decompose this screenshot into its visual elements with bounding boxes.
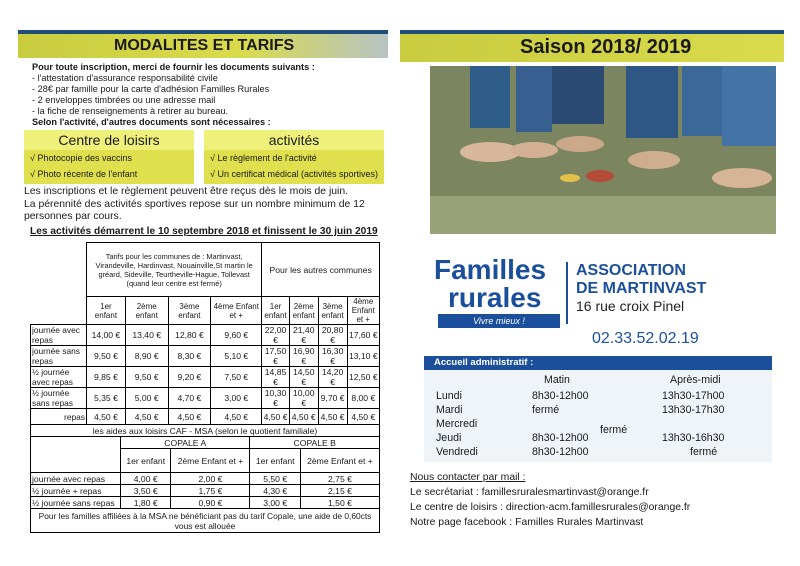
price-cell: 22,00 € <box>262 325 289 346</box>
day-label: Vendredi <box>436 446 478 458</box>
col-header: 2ème enfant <box>125 297 168 325</box>
activites-item: √ Le règlement de l'activité <box>210 153 317 163</box>
afternoon-hours: 13h30-17h00 <box>662 390 725 402</box>
price-cell: 9,60 € <box>211 325 262 346</box>
aide-cell: 2,15 € <box>300 485 379 497</box>
col-header: 1er enfant <box>87 297 126 325</box>
col-header: 2ème Enfant et + <box>171 449 250 473</box>
autres-communes-header: Pour les autres communes <box>262 243 380 297</box>
tarifs-table <box>30 242 380 425</box>
price-cell: 14,85 € <box>262 367 289 388</box>
col-header: 2ème enfant <box>289 297 318 325</box>
price-cell: 12,80 € <box>168 325 211 346</box>
price-cell: 12,50 € <box>347 367 379 388</box>
price-cell: 5,10 € <box>211 346 262 367</box>
centre-loisirs-title: Centre de loisirs <box>24 130 194 150</box>
price-cell: 5,00 € <box>125 388 168 409</box>
aide-cell: 0,90 € <box>171 497 250 509</box>
price-cell: 17,50 € <box>262 346 289 367</box>
col-header: 1er enfant <box>121 449 171 473</box>
children-feet-photo <box>430 66 776 234</box>
price-cell: 4,50 € <box>318 409 347 425</box>
activites-box <box>204 130 384 184</box>
price-cell: 8,90 € <box>125 346 168 367</box>
price-cell: 17,60 € <box>347 325 379 346</box>
price-cell: 20,80 € <box>318 325 347 346</box>
aides-table <box>30 424 380 533</box>
table-row <box>31 367 380 388</box>
logo-separator <box>566 262 568 324</box>
season-dates: Les activités démarrent le 10 septembre 2018 et finissent le 30 juin 2019 <box>30 226 378 237</box>
contact-line: Notre page facebook : Familles Rurales Martinvast <box>410 517 644 528</box>
familles-rurales-logo <box>434 254 564 330</box>
aide-cell: 1,75 € <box>171 485 250 497</box>
morning-hours: 8h30-12h00 <box>532 390 589 402</box>
intro-line: Selon l'activité, d'autres documents sont nécessaires : <box>32 117 271 127</box>
centre-loisirs-box <box>24 130 194 184</box>
intro-line: - la fiche de renseignements à retirer au bureau. <box>32 106 229 116</box>
saison-banner <box>400 30 784 62</box>
saison-title: Saison 2018/ 2019 <box>520 36 692 58</box>
morning-hours: 8h30-12h00 <box>532 446 589 458</box>
intro-line: Pour toute inscription, merci de fournir les documents suivants : <box>32 62 315 72</box>
price-cell: 5,35 € <box>87 388 126 409</box>
centre-item: √ Photocopie des vaccins <box>30 153 132 163</box>
logo-rurales: rurales <box>448 282 542 313</box>
association-block <box>576 262 776 314</box>
price-cell: 21,40 € <box>289 325 318 346</box>
price-cell: 16,90 € <box>289 346 318 367</box>
col-header: 3ème enfant <box>168 297 211 325</box>
copale-a-header: COPALE A <box>121 437 250 449</box>
price-cell: 14,00 € <box>87 325 126 346</box>
afternoon-hours: fermé <box>600 424 628 436</box>
row-label: journée sans repas <box>31 346 87 367</box>
accueil-box <box>424 356 772 462</box>
intro-line: - 28€ par famille pour la carte d'adhésion Familles Rurales <box>32 84 270 94</box>
table-row <box>31 409 380 425</box>
row-label: repas <box>31 409 87 425</box>
morning-hours: fermé <box>532 404 560 416</box>
table-row <box>31 485 380 497</box>
assoc-line: DE MARTINVAST <box>576 280 707 297</box>
afternoon-hours: 13h30-17h30 <box>662 404 725 416</box>
aide-cell: 4,30 € <box>250 485 300 497</box>
apres-midi-header: Après-midi <box>670 374 721 386</box>
activites-item: √ Un certificat médical (activités sportives) <box>210 169 378 179</box>
para-line: La pérennité des activités sportives repose sur un nombre minimum de 12 <box>24 198 365 210</box>
para-line: personnes par cours. <box>24 211 122 222</box>
col-header: 4ème Enfant et + <box>211 297 262 325</box>
table-row <box>31 388 380 409</box>
intro-list <box>32 62 372 128</box>
aide-cell: 5,50 € <box>250 473 300 485</box>
morning-hours: 8h30-12h00 <box>532 432 589 444</box>
price-cell: 4,70 € <box>168 388 211 409</box>
row-label: journée avec repas <box>31 473 121 485</box>
day-label: Lundi <box>436 390 462 402</box>
aide-cell: 3,00 € <box>250 497 300 509</box>
price-cell: 9,85 € <box>87 367 126 388</box>
copale-b-header: COPALE B <box>250 437 380 449</box>
row-label: ½ journée avec repas <box>31 367 87 388</box>
aide-cell: 2,75 € <box>300 473 379 485</box>
accueil-title: Accueil administratif : <box>424 356 772 370</box>
price-cell: 4,50 € <box>125 409 168 425</box>
contact-line: Le centre de loisirs : direction-acm.famillesrurales@orange.fr <box>410 502 691 513</box>
price-cell: 8,00 € <box>347 388 379 409</box>
aides-caption: les aides aux loisirs CAF - MSA (selon le quotient familiale) <box>31 425 380 437</box>
afternoon-hours: fermé <box>690 446 718 458</box>
col-header: 4ème Enfant et + <box>347 297 379 325</box>
aide-cell: 2,00 € <box>171 473 250 485</box>
matin-header: Matin <box>544 374 570 386</box>
col-header: 1er enfant <box>250 449 300 473</box>
row-label: ½ journée sans repas <box>31 497 121 509</box>
day-label: Mardi <box>436 404 463 416</box>
msa-note: Pour les familles affiliées à la MSA ne bénéficiant pas du tarif Copale, une aide de 0,60cts vous est allouée <box>31 509 380 533</box>
price-cell: 10,00 € <box>289 388 318 409</box>
price-cell: 4,50 € <box>347 409 379 425</box>
col-header: 3ème enfant <box>318 297 347 325</box>
contact-line: Le secrétariat : famillesruralesmartinvast@orange.fr <box>410 487 649 498</box>
price-cell: 10,30 € <box>262 388 289 409</box>
price-cell: 13,10 € <box>347 346 379 367</box>
price-cell: 4,50 € <box>289 409 318 425</box>
communes-header: Tarifs pour les communes de : Martinvast, Virandeville, Hardinvast, Nouainville,St martin le gréard, Sideville, Teurtheville-Hague, Tollevast (quand leur centre est fermé) <box>87 243 262 297</box>
day-label: Mercredi <box>436 418 478 430</box>
aide-cell: 4,00 € <box>121 473 171 485</box>
assoc-line: ASSOCIATION <box>576 262 686 279</box>
table-row <box>31 346 380 367</box>
contact-title: Nous contacter par mail : <box>410 472 526 483</box>
table-row <box>31 473 380 485</box>
tarifs-banner <box>18 30 388 58</box>
aide-cell: 1,80 € <box>121 497 171 509</box>
price-cell: 9,50 € <box>87 346 126 367</box>
col-header: 1er enfant <box>262 297 289 325</box>
logo-familles: Familles <box>434 254 547 285</box>
logo-tagline: Vivre mieux ! <box>438 314 560 328</box>
centre-item: √ Photo récente de l'enfant <box>30 169 138 179</box>
price-cell: 9,20 € <box>168 367 211 388</box>
aide-cell: 1,50 € <box>300 497 379 509</box>
assoc-address: 16 rue croix Pinel <box>576 298 685 314</box>
row-label: ½ journée + repas <box>31 485 121 497</box>
price-cell: 9,70 € <box>318 388 347 409</box>
aide-cell: 3,50 € <box>121 485 171 497</box>
afternoon-hours: 13h30-16h30 <box>662 432 725 444</box>
documents-columns <box>24 130 384 184</box>
price-cell: 7,50 € <box>211 367 262 388</box>
activites-title: activités <box>204 130 384 150</box>
phone-number: 02.33.52.02.19 <box>592 330 699 347</box>
price-cell: 4,50 € <box>87 409 126 425</box>
price-cell: 14,20 € <box>318 367 347 388</box>
price-cell: 4,50 € <box>168 409 211 425</box>
right-panel <box>400 0 800 566</box>
price-cell: 4,50 € <box>262 409 289 425</box>
intro-line: - 2 enveloppes timbrées ou une adresse mail <box>32 95 216 105</box>
price-cell: 9,50 € <box>125 367 168 388</box>
table-row <box>31 325 380 346</box>
day-label: Jeudi <box>436 432 462 444</box>
inscriptions-paragraph <box>24 186 384 224</box>
price-cell: 16,30 € <box>318 346 347 367</box>
contact-block <box>410 470 790 530</box>
price-cell: 13,40 € <box>125 325 168 346</box>
tarifs-title: MODALITES ET TARIFS <box>114 37 295 54</box>
price-cell: 3,00 € <box>211 388 262 409</box>
table-row <box>31 497 380 509</box>
photo-illustration <box>430 66 776 234</box>
row-label: journée avec repas <box>31 325 87 346</box>
intro-line: - l'attestation d'assurance responsabilité civile <box>32 73 218 83</box>
price-cell: 4,50 € <box>211 409 262 425</box>
row-label: ½ journée sans repas <box>31 388 87 409</box>
para-line: Les inscriptions et le règlement peuvent être reçus dès le mois de juin. <box>24 186 349 197</box>
price-cell: 8,30 € <box>168 346 211 367</box>
col-header: 2ème Enfant et + <box>300 449 379 473</box>
price-cell: 14,50 € <box>289 367 318 388</box>
